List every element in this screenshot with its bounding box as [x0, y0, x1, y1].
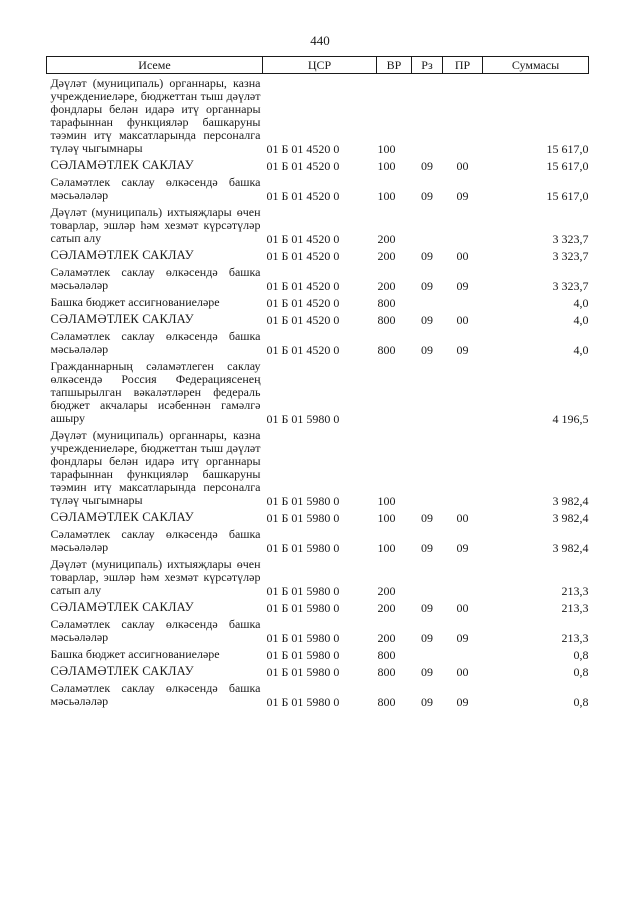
row-sum: 3 323,7	[552, 279, 589, 293]
row-csr: 01 Б 01 5980 0	[266, 541, 340, 555]
row-rz: 09	[421, 343, 433, 357]
header-vr: ВР	[377, 57, 412, 74]
row-name: СӘЛАМӘТЛЕК САКЛАУ	[50, 158, 194, 172]
row-rz	[412, 203, 443, 246]
row-csr: 01 Б 01 4520 0	[266, 279, 340, 293]
row-name: Сәламәтлек саклау өлкәсендә башка мәсьәләләр	[50, 527, 261, 554]
row-rz: 09	[421, 665, 433, 679]
table-row	[47, 263, 589, 293]
row-vr: 100	[377, 511, 396, 525]
row-name: Сәламәтлек саклау өлкәсендә башка мәсьәләләр	[50, 329, 261, 356]
row-name: Сәламәтлек саклау өлкәсендә башка мәсьәләләр	[50, 265, 261, 292]
row-vr: 100	[377, 159, 396, 173]
row-vr: 200	[377, 601, 396, 615]
row-name: Дәүләт (муниципаль) органнары, казна учреждениеләре, бюджеттан тыш дәүләт фондлары белән идарә итү органнары тарафыннан функцияләр башкаруны тәэмин итү максатларында персоналга түләү чыгымнары	[50, 428, 261, 507]
row-name: Дәүләт (муниципаль) ихтыяҗлары өчен товарлар, эшләр һәм хезмәт күрсәтүләр сатып алу	[50, 205, 261, 245]
row-vr: 100	[377, 189, 396, 203]
row-csr: 01 Б 01 4520 0	[266, 296, 340, 310]
row-name: СӘЛАМӘТЛЕК САКЛАУ	[50, 664, 194, 678]
table-row	[47, 555, 589, 598]
row-name: СӘЛАМӘТЛЕК САКЛАУ	[50, 600, 194, 614]
row-sum: 3 323,7	[552, 249, 589, 263]
row-pr: 00	[456, 511, 469, 525]
row-sum: 213,3	[561, 631, 589, 645]
header-name: Исеме	[47, 57, 263, 74]
row-rz: 09	[421, 695, 433, 709]
row-pr	[443, 555, 483, 598]
table-row	[47, 645, 589, 662]
row-pr	[443, 293, 483, 310]
row-name: СӘЛАМӘТЛЕК САКЛАУ	[50, 312, 194, 326]
row-sum: 4 196,5	[552, 412, 589, 426]
header-pr: ПР	[443, 57, 483, 74]
row-csr: 01 Б 01 4520 0	[266, 343, 340, 357]
row-pr: 00	[456, 159, 469, 173]
row-sum: 0,8	[573, 695, 589, 709]
header-row	[47, 57, 589, 74]
row-name: Гражданнарның сәламәтлеген саклау өлкәсендә Россия Федерациясенең тапшырылган вәкаләтләрен федераль бюджет акчалары исәбеннән гамәлгә ашыру	[50, 359, 261, 425]
row-name: Башка бюджет ассигнованиеләре	[50, 295, 220, 309]
row-rz: 09	[421, 601, 433, 615]
table-row	[47, 598, 589, 615]
row-sum: 15 617,0	[546, 142, 589, 156]
row-pr	[443, 645, 483, 662]
row-pr: 00	[456, 313, 469, 327]
header-sum: Суммасы	[483, 57, 589, 74]
row-sum: 4,0	[573, 343, 589, 357]
table-row	[47, 525, 589, 555]
row-sum: 4,0	[573, 313, 589, 327]
row-name: СӘЛАМӘТЛЕК САКЛАУ	[50, 248, 194, 262]
row-csr: 01 Б 01 5980 0	[266, 494, 340, 508]
row-name: Дәүләт (муниципаль) органнары, казна учреждениеләре, бюджеттан тыш дәүләт фондлары белән идарә итү органнары тарафыннан функцияләр башкаруны тәэмин итү максатларында персоналга түләү чыгымнары	[50, 76, 261, 155]
row-vr: 200	[377, 249, 396, 263]
row-rz: 09	[421, 541, 433, 555]
row-csr: 01 Б 01 4520 0	[266, 249, 340, 263]
row-sum: 3 982,4	[552, 541, 589, 555]
row-sum: 15 617,0	[546, 189, 589, 203]
row-rz: 09	[421, 313, 433, 327]
row-rz	[412, 293, 443, 310]
row-name: СӘЛАМӘТЛЕК САКЛАУ	[50, 510, 194, 524]
row-vr: 200	[377, 584, 396, 598]
row-sum: 0,8	[573, 665, 589, 679]
budget-table	[46, 56, 589, 709]
row-vr: 200	[377, 631, 396, 645]
table-row	[47, 156, 589, 173]
row-csr: 01 Б 01 4520 0	[266, 232, 340, 246]
row-vr: 800	[377, 695, 396, 709]
row-pr: 09	[456, 631, 469, 645]
row-rz: 09	[421, 189, 433, 203]
table-row	[47, 662, 589, 679]
row-vr: 800	[377, 665, 396, 679]
row-pr: 09	[456, 189, 469, 203]
row-sum: 0,8	[573, 648, 589, 662]
row-vr: 100	[377, 494, 396, 508]
table-row	[47, 679, 589, 709]
row-rz	[412, 74, 443, 157]
row-csr: 01 Б 01 4520 0	[266, 142, 340, 156]
row-sum: 4,0	[573, 296, 589, 310]
row-pr: 09	[456, 343, 469, 357]
table-row	[47, 74, 589, 157]
table-row	[47, 327, 589, 357]
row-pr	[443, 357, 483, 426]
row-rz	[412, 645, 443, 662]
row-pr: 00	[456, 249, 469, 263]
row-pr: 00	[456, 665, 469, 679]
table-row	[47, 203, 589, 246]
row-pr	[443, 426, 483, 508]
row-csr: 01 Б 01 5980 0	[266, 648, 340, 662]
row-sum: 3 982,4	[552, 494, 589, 508]
table-row	[47, 426, 589, 508]
row-rz: 09	[421, 159, 433, 173]
table-row	[47, 357, 589, 426]
row-csr: 01 Б 01 5980 0	[266, 695, 340, 709]
row-sum: 3 323,7	[552, 232, 589, 246]
row-csr: 01 Б 01 4520 0	[266, 313, 340, 327]
row-csr: 01 Б 01 5980 0	[266, 412, 340, 426]
row-rz	[412, 426, 443, 508]
row-name: Башка бюджет ассигнованиеләре	[50, 647, 220, 661]
row-rz: 09	[421, 249, 433, 263]
row-csr: 01 Б 01 5980 0	[266, 584, 340, 598]
table-row	[47, 246, 589, 263]
row-vr	[377, 357, 412, 426]
row-vr: 100	[377, 541, 396, 555]
table-row	[47, 508, 589, 525]
row-vr: 200	[377, 279, 396, 293]
row-pr: 09	[456, 279, 469, 293]
row-csr: 01 Б 01 5980 0	[266, 601, 340, 615]
row-rz	[412, 555, 443, 598]
row-name: Сәламәтлек саклау өлкәсендә башка мәсьәләләр	[50, 681, 261, 708]
row-pr: 00	[456, 601, 469, 615]
row-csr: 01 Б 01 4520 0	[266, 189, 340, 203]
row-csr: 01 Б 01 5980 0	[266, 511, 340, 525]
row-pr: 09	[456, 541, 469, 555]
table-header	[47, 57, 589, 74]
row-rz: 09	[421, 511, 433, 525]
row-pr	[443, 74, 483, 157]
header-csr: ЦСР	[263, 57, 377, 74]
row-csr: 01 Б 01 5980 0	[266, 631, 340, 645]
row-name: Сәламәтлек саклау өлкәсендә башка мәсьәләләр	[50, 175, 261, 202]
row-sum: 15 617,0	[546, 159, 589, 173]
row-sum: 213,3	[561, 584, 589, 598]
row-rz	[412, 357, 443, 426]
row-name: Дәүләт (муниципаль) ихтыяҗлары өчен товарлар, эшләр һәм хезмәт күрсәтүләр сатып алу	[50, 557, 261, 597]
row-pr: 09	[456, 695, 469, 709]
row-vr: 800	[377, 313, 396, 327]
row-vr: 200	[377, 232, 396, 246]
row-vr: 800	[377, 648, 396, 662]
table-row	[47, 310, 589, 327]
row-sum: 213,3	[561, 601, 589, 615]
table-row	[47, 173, 589, 203]
table-row	[47, 615, 589, 645]
row-sum: 3 982,4	[552, 511, 589, 525]
row-csr: 01 Б 01 5980 0	[266, 665, 340, 679]
row-pr	[443, 203, 483, 246]
row-vr: 100	[377, 142, 396, 156]
row-vr: 800	[377, 296, 396, 310]
table-row	[47, 293, 589, 310]
row-vr: 800	[377, 343, 396, 357]
table-body	[47, 74, 589, 710]
page-number: 440	[310, 33, 330, 48]
row-rz: 09	[421, 631, 433, 645]
header-rz: Рз	[412, 57, 443, 74]
row-name: Сәламәтлек саклау өлкәсендә башка мәсьәләләр	[50, 617, 261, 644]
row-rz: 09	[421, 279, 433, 293]
row-csr: 01 Б 01 4520 0	[266, 159, 340, 173]
